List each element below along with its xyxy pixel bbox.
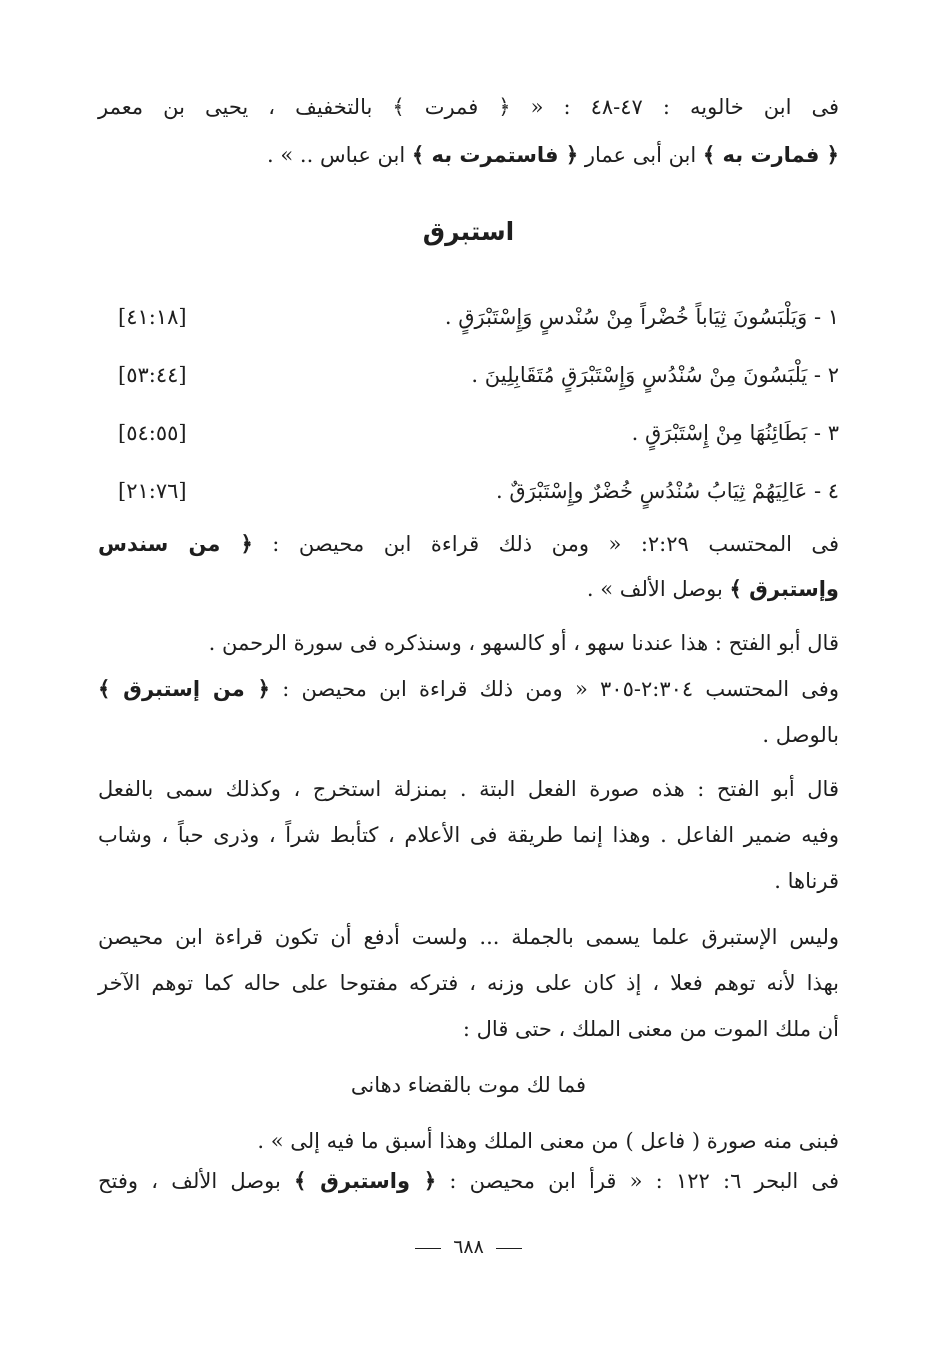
verse-row-1 — [118, 300, 839, 334]
para4-text: بهذا لأنه توهم فعلا ، إذ كان على وزنه ، فتركه مفتوحا على حاله كما توهم الآخر — [98, 971, 839, 995]
page-number: ٦٨٨ — [453, 1236, 484, 1258]
para5-text: فبنى منه صورة ( فاعل ) من معنى الملك وهذا أسبق ما فيه إلى » . — [257, 1129, 839, 1153]
para3-text: قرناها . — [774, 869, 839, 893]
para1-line-1 — [98, 527, 839, 561]
para2-line-2 — [98, 672, 839, 706]
para1-line-2 — [98, 572, 839, 606]
verse-reference: [٤١:١٨] — [118, 305, 187, 329]
para5-quote: ﴿ واستبرق ﴾ — [294, 1169, 437, 1193]
para4-line-3 — [98, 1012, 839, 1046]
section-heading: استبرق — [422, 217, 515, 246]
para5-line-1 — [98, 1124, 839, 1158]
verse-text: ٢ - يَلْبَسُونَ مِنْ سُنْدُسٍ وَإِسْتَبْرَقٍ مُتَقَابِلِينَ . — [471, 363, 839, 387]
para5-text-end: بوصل الألف ، وفتح — [98, 1169, 294, 1193]
para4-line-1 — [98, 920, 839, 954]
para2-text: قال أبو الفتح : هذا عندنا سهو ، أو كالسهو ، وسنذكره فى سورة الرحمن . — [208, 631, 839, 655]
verse-row-2 — [118, 358, 839, 392]
footer-dash-left — [415, 1248, 441, 1249]
para1-text-end: بوصل الألف » . — [586, 577, 730, 601]
intro-line-1 — [98, 90, 839, 124]
para5-line-2 — [98, 1164, 839, 1198]
para2-line-3 — [98, 718, 839, 752]
verse-reference: [٢١:٧٦] — [118, 479, 187, 503]
intro-line-1-text: فى ابن خالويه : ٤٧-٤٨ : « ﴿ فمرت ﴾ بالتخفيف ، يحيى بن معمر — [98, 95, 839, 119]
verse-text: ٣ - بَطَائِنُهَا مِنْ إِسْتَبْرَقٍ . — [631, 421, 839, 445]
para3-line-1 — [98, 772, 839, 806]
verse-reference: [٥٣:٤٤] — [118, 363, 187, 387]
para3-text: وفيه ضمير الفاعل . وهذا إنما طريقة فى الأعلام ، كتأبط شراً ، وذرى حباً ، وشاب — [98, 823, 839, 847]
para1-quote-start: ﴿ من سندس — [98, 532, 253, 556]
footer-dash-right — [496, 1248, 522, 1249]
intro-text-ibn-abbas: ابن عباس .. » . — [267, 143, 412, 167]
intro-quote-famarat: ﴿ فمارت به ﴾ — [702, 143, 839, 167]
para4-line-2 — [98, 966, 839, 1000]
page-number-footer — [0, 1232, 937, 1262]
intro-text-ibn-abi-ammar: ابن أبى عمار — [578, 143, 703, 167]
verse-text: ١ - وَيَلْبَسُونَ ثِيَاباً خُضْراً مِنْ سُنْدسٍ وَإِسْتَبْرَقٍ . — [444, 305, 839, 329]
para4-text: أن ملك الموت من معنى الملك ، حتى قال : — [462, 1017, 839, 1041]
verse-reference: [٥٤:٥٥] — [118, 421, 187, 445]
para1-text: فى المحتسب ٢:٢٩: « ومن ذلك قراءة ابن محيصن : — [252, 532, 839, 556]
intro-line-2 — [98, 138, 839, 172]
para2-text: بالوصل . — [762, 723, 839, 747]
para4-text: وليس الإستبرق علما يسمى بالجملة ... ولست أدفع أن تكون قراءة ابن محيصن — [98, 925, 839, 949]
para3-line-3 — [98, 864, 839, 898]
para3-line-2 — [98, 818, 839, 852]
poem-line: فما لك موت بالقضاء دهانى — [350, 1073, 587, 1097]
verse-row-3 — [118, 416, 839, 450]
para2-line-1 — [98, 626, 839, 660]
para3-text: قال أبو الفتح : هذه صورة الفعل البتة . بمنزلة استخرج ، وكذلك سمى بالفعل — [98, 777, 839, 801]
para5-text: فى البحر ٦: ١٢٢ : « قرأ ابن محيصن : — [436, 1169, 839, 1193]
verse-row-4 — [118, 474, 839, 508]
para1-quote-end: وإستبرق ﴾ — [729, 577, 839, 601]
verse-text: ٤ - عَالِيَهُمْ ثِيَابُ سُنْدُسٍ خُضْرٌ وإِسْتَبْرَقٌ . — [496, 479, 839, 503]
intro-quote-fastamarrat: ﴿ فاستمرت به ﴾ — [411, 143, 579, 167]
para2-text: وفى المحتسب ٢:٣٠٤-٣٠٥ « ومن ذلك قراءة ابن محيصن : — [269, 677, 839, 701]
para2-quote: ﴿ من إستبرق ﴾ — [98, 677, 270, 701]
